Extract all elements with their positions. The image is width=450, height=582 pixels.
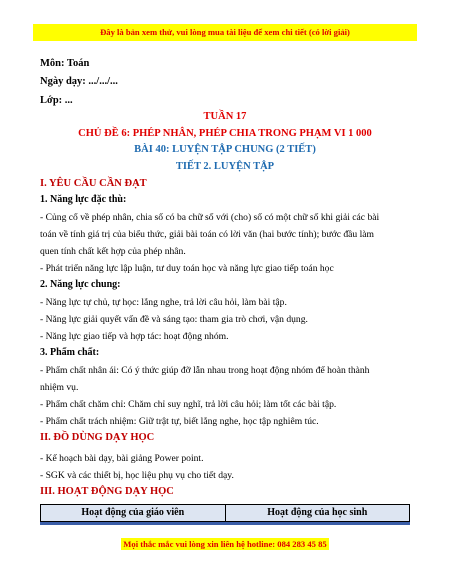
hotline-text: Mọi thắc mắc vui lòng xin liên hệ hotline: 084 283 45 85 (123, 539, 327, 549)
paragraph-line: toán về tính giá trị của biểu thức, giải bài toán có lời văn (hai bước tính); bước đầu làm (40, 229, 374, 240)
specific-competence-heading: 1. Năng lực đặc thù: (40, 194, 127, 205)
teacher-activity-column: Hoạt động của giáo viên (41, 505, 226, 521)
section-materials-title: II. ĐỒ DÙNG DẠY HỌC (40, 432, 155, 443)
week-heading: TUẦN 17 (203, 111, 247, 122)
lesson-heading: BÀI 40: LUYỆN TẬP CHUNG (2 TIẾT) (134, 144, 316, 155)
student-activity-column: Hoạt động của học sinh (267, 507, 368, 518)
hotline-footer (0, 534, 450, 552)
paragraph-line: quen tính chất kết hợp của phép nhân. (40, 246, 186, 257)
paragraph-line: - Kế hoạch bài dạy, bài giảng Power point. (40, 453, 204, 464)
paragraph-line: - Phẩm chất nhân ái: Có ý thức giúp đỡ lẫn nhau trong hoạt động nhóm để hoàn thành (40, 365, 370, 376)
paragraph-line: - Năng lực tự chủ, tự học: lắng nghe, trả lời câu hỏi, làm bài tập. (40, 297, 287, 308)
paragraph-line: - Năng lực giải quyết vấn đề và sáng tạo: tham gia trò chơi, vận dụng. (40, 314, 308, 325)
paragraph-line: - Phát triển năng lực lập luận, tư duy toán học và năng lực giao tiếp toán học (40, 263, 334, 274)
preview-banner: Đây là bản xem thử, vui lòng mua tài liệu để xem chi tiết (có lời giải) (33, 24, 417, 41)
class-label: Lớp: ... (40, 95, 73, 106)
period-heading: TIẾT 2. LUYỆN TẬP (175, 161, 275, 172)
paragraph-line: - Phẩm chất chăm chỉ: Chăm chỉ suy nghĩ, trả lời câu hỏi; làm tốt các bài tập. (40, 399, 337, 410)
paragraph-line: - Củng cố về phép nhân, chia số có ba chữ số với (cho) số có một chữ số khi giải các bài (40, 212, 380, 223)
section-activities-title: III. HOẠT ĐỘNG DẠY HỌC (40, 486, 174, 497)
paragraph-line: - Phẩm chất trách nhiệm: Giữ trật tự, biết lắng nghe, học tập nghiêm túc. (40, 416, 319, 427)
table-divider (40, 522, 410, 525)
section-requirements-title: I. YÊU CẦU CẦN ĐẠT (40, 178, 147, 189)
general-competence-heading: 2. Năng lực chung: (40, 279, 121, 290)
activities-table-header (40, 504, 410, 522)
subject-label: Môn: Toán (40, 58, 90, 69)
paragraph-line: - Năng lực giao tiếp và hợp tác: hoạt động nhóm. (40, 331, 229, 342)
topic-heading: CHỦ ĐỀ 6: PHÉP NHÂN, PHÉP CHIA TRONG PHẠM VI 1 000 (78, 128, 372, 139)
qualities-heading: 3. Phẩm chất: (40, 347, 100, 358)
date-label: Ngày dạy: .../.../... (40, 76, 118, 87)
paragraph-line: nhiệm vụ. (40, 382, 79, 393)
paragraph-line: - SGK và các thiết bị, học liệu phụ vụ cho tiết dạy. (40, 470, 234, 481)
